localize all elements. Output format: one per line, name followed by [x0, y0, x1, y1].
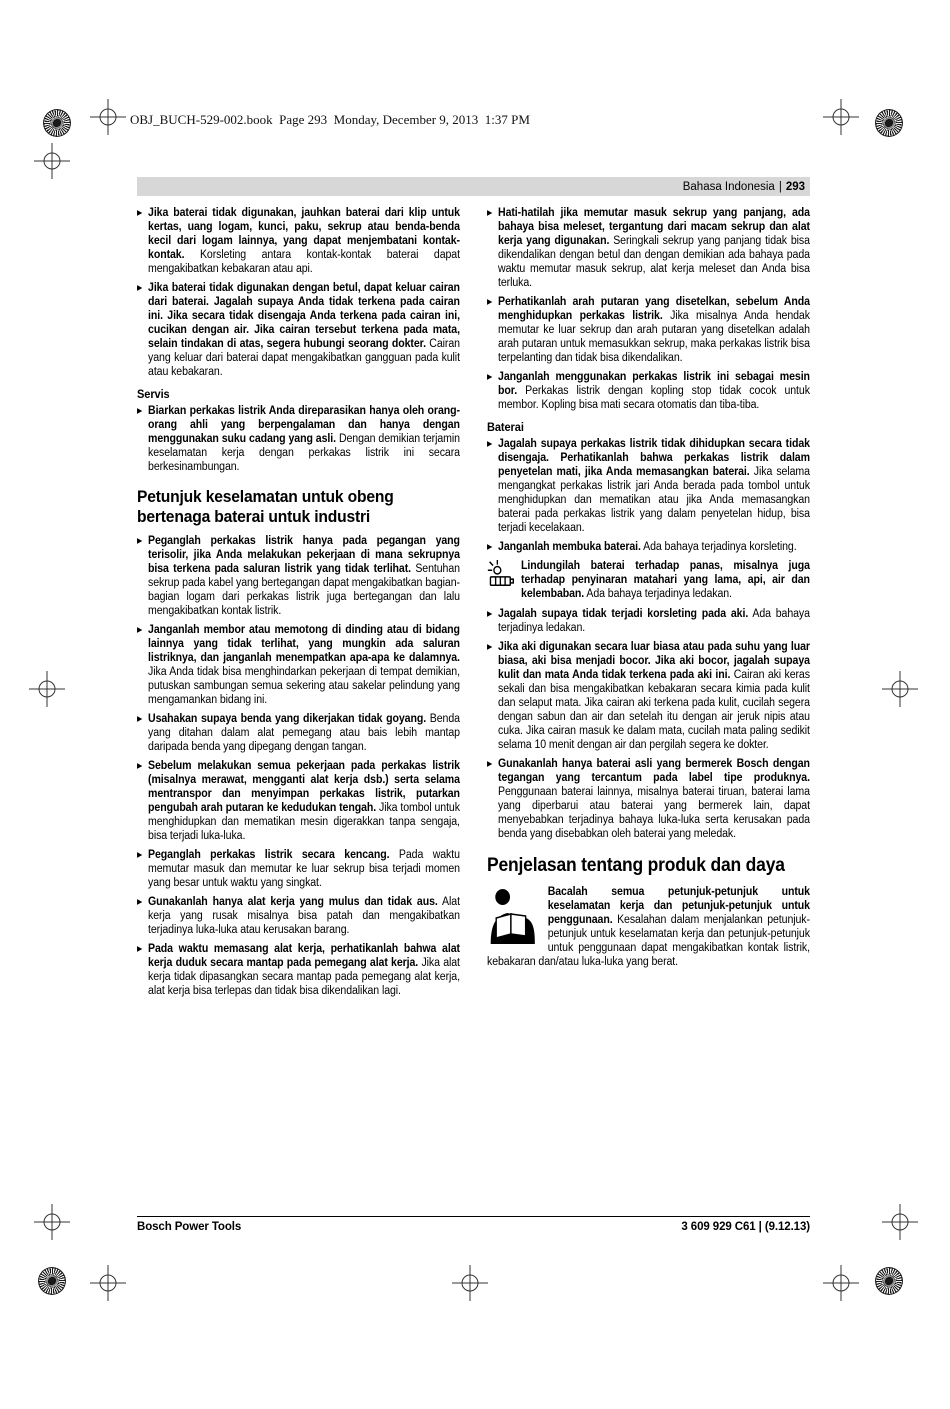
bullet-arrow-icon: ▶: [137, 849, 143, 859]
baterai-heading: Baterai: [487, 420, 524, 434]
registration-mark: [882, 1204, 918, 1240]
bullet-text: Hati-hatilah jika memutar masuk sekrup yang panjang, ada bahaya bisa meleset, tergantung dari macam sekrup dan alat kerja yang digunakan. Seringkali sekrup yang panjang tidak bisa dikendalikan dengan betul dan dengan demikian ada bahaya pada waktu memutar masuk sekrup, alat kerja meleset dan Anda bisa terluka.: [498, 207, 810, 289]
safety-bullet: [137, 895, 460, 937]
battery-heat-warning: [487, 559, 810, 601]
bullet-arrow-icon: ▶: [137, 943, 143, 953]
registration-mark: [452, 1265, 488, 1301]
bullet-arrow-icon: ▶: [487, 541, 493, 551]
safety-bullet: [487, 437, 810, 535]
safety-bullet: [487, 607, 810, 635]
registration-mark: [34, 143, 70, 179]
footer-rule: [137, 1216, 810, 1217]
bullet-arrow-icon: ▶: [487, 371, 493, 381]
footer-document-number: 3 609 929 C61 | (9.12.13): [681, 1221, 810, 1233]
registration-mark: [823, 1265, 859, 1301]
registration-mark: [823, 99, 859, 135]
safety-bullet: [137, 623, 460, 707]
protect-battery-from-heat-icon: [487, 559, 515, 601]
page-number: 293: [785, 180, 805, 193]
read-instructions-text: Bacalah semua petunjuk-petunjuk untuk keselamatan kerja dan petunjuk-petunjuk untuk penggunaan. Kesalahan dalam menjalankan petunjuk-petunjuk untuk keselamatan kerja dan petunjuk-petunjuk untuk penggunaan dapat mengakibatkan kontak listrik, kebakaran dan/atau luka-luka yang berat.: [487, 886, 810, 968]
safety-bullet: [137, 712, 460, 754]
product-section-heading: Penjelasan tentang produk dan daya: [487, 855, 785, 876]
bullet-text: Usahakan supaya benda yang dikerjakan tidak goyang. Benda yang ditahan dalam alat pemegang atau bais lebih mantap daripada benda yang dipegang dengan tangan.: [148, 713, 460, 753]
bullet-text: Biarkan perkakas listrik Anda direparasikan hanya oleh orang-orang ahli yang berpengalaman dan hanya dengan menggunakan suku cadang yang asli. Dengan demikian terjamin keselamatan kerja dengan perkakas listrik ini secara berkesinambungan.: [148, 405, 460, 473]
bullet-text: Jagalah supaya perkakas listrik tidak dihidupkan secara tidak disengaja. Perhatikanlah bahwa perkakas listrik dalam penyetelan mati, jika Anda memasangkan baterai. Jika selama mengangkat perkakas listrik jari Anda berada pada tombol untuk menghidupkan dan mematikan atau jika Anda memasangkan baterai pada perkakas listrik yang dalam penyetelan hidup, bisa terjadi kecelakaan.: [498, 438, 810, 534]
bullet-text: Gunakanlah hanya baterai asli yang bermerek Bosch dengan tegangan yang tercantum pada label tipe produknya. Penggunaan baterai lainnya, misalnya baterai tiruan, baterai lama yang diperbarui atau baterai yang bermerek lain, dapat menyebabkan terjadinya bahaya luka-luka serta kerusakan pada benda yang disebabkan oleh baterai yang meledak.: [498, 758, 810, 840]
bullet-text: Perhatikanlah arah putaran yang disetelkan, sebelum Anda menghidupkan perkakas listrik. Jika misalnya Anda hendak memutar ke luar sekrup dan arah putaran yang disetelkan adalah arah putaran untuk memasukkan sekrup, maka perkakas listrik bisa terpelanting dan tidak bisa dikendalikan.: [498, 296, 810, 364]
bullet-text: Sebelum melakukan semua pekerjaan pada perkakas listrik (misalnya merawat, mengganti alat kerja dsb.) serta selama mentranspor dan menyimpan perkakas listrik, putarkan pengubah arah putaran ke kedudukan tengah. Jika tombol untuk menghidupkan dan mematikan mesin digerakkan tanpa sengaja, bisa terjadi luka-luka.: [148, 760, 460, 842]
safety-bullet: [137, 848, 460, 890]
color-wheel-mark-bottom-right: [875, 1267, 903, 1295]
bullet-arrow-icon: ▶: [137, 760, 143, 770]
safety-bullet: [487, 370, 810, 412]
bullet-text: Jika baterai tidak digunakan, jauhkan baterai dari klip untuk kertas, uang logam, kunci, paku, sekrup atau benda-benda kecil dari logam lainnya, yang dapat menjembatani kontak-kontak. Korsleting antara kontak-kontak baterai dapat mengakibatkan kebakaran atau api.: [148, 207, 460, 275]
registration-mark: [90, 99, 126, 135]
color-wheel-mark-top-right: [875, 109, 903, 137]
color-wheel-mark-bottom-left: [38, 1267, 66, 1295]
bullet-arrow-icon: ▶: [487, 438, 493, 448]
bullet-text: Peganglah perkakas listrik secara kencang. Pada waktu memutar masuk dan memutar ke luar sekrup bisa terjadi momen yang besar untuk waktu yang singkat.: [148, 849, 460, 889]
print-job-header: OBJ_BUCH-529-002.book Page 293 Monday, December 9, 2013 1:37 PM: [130, 112, 530, 127]
bullet-arrow-icon: ▶: [137, 535, 143, 545]
servis-heading: Servis: [137, 387, 170, 401]
safety-bullet: [137, 281, 460, 379]
registration-mark: [34, 1204, 70, 1240]
bullet-arrow-icon: ▶: [487, 608, 493, 618]
bullet-text: Jagalah supaya tidak terjadi korsleting pada aki. Ada bahaya terjadinya ledakan.: [498, 608, 810, 634]
read-manual-icon: [487, 888, 539, 944]
bullet-arrow-icon: ▶: [137, 713, 143, 723]
registration-mark: [882, 671, 918, 707]
safety-bullet: [137, 942, 460, 998]
bullet-arrow-icon: ▶: [137, 282, 143, 292]
bullet-arrow-icon: ▶: [137, 624, 143, 634]
safety-bullet: [137, 404, 460, 474]
language-label: Bahasa Indonesia: [682, 180, 775, 193]
left-column: [137, 206, 460, 1003]
section-heading: Petunjuk keselamatan untuk obeng bertenaga baterai untuk industri: [137, 487, 394, 526]
bullet-arrow-icon: ▶: [137, 405, 143, 415]
bullet-text: Jika aki digunakan secara luar biasa atau pada suhu yang luar biasa, aki bisa menjadi bocor. Jika aki bocor, jagalah supaya kulit dan mata Anda tidak terkena pada aki ini. Cairan aki keras sekali dan bisa mengakibatkan kebakaran secara kimia pada kulit dan selaput mata. Jika cairan aki terkena pada kulit, cucilah segera dengan sabun dan air dan setelah itu dengan air jeruk nipis atau cuka. Jika cairan masuk ke dalam mata, cucilah mata paling sedikit selama 10 menit dengan air dan pergilah segera ke dokter.: [498, 641, 810, 751]
bullet-text: Jika baterai tidak digunakan dengan betul, dapat keluar cairan dari baterai. Jagalah supaya Anda tidak terkena pada cairan ini. Jika secara tidak disengaja Anda terkena pada cairan ini, cucikan dengan air. Jika cairan tersebut terkena pada mata, selain tindakan di atas, segera hubungi seorang dokter. Cairan yang keluar dari baterai dapat mengakibatkan gangguan pada kulit atau kebakaran.: [148, 282, 460, 378]
bullet-text: Janganlah membuka baterai. Ada bahaya terjadinya korsleting.: [498, 541, 797, 553]
safety-bullet: [137, 759, 460, 843]
registration-mark: [29, 671, 65, 707]
right-column: [487, 206, 810, 969]
safety-bullet: [487, 540, 810, 554]
bullet-text: Janganlah membor atau memotong di dinding atau di bidang lainnya yang tidak terlihat, yang mungkin ada saluran listriknya, dan janganlah menempatkan apa-apa ke dalamnya. Jika Anda tidak bisa menghindarkan pekerjaan di tempat demikian, putuskan sambungan semua sekering atau sakelar pelindung yang mengamankan bidang ini.: [148, 624, 460, 706]
bullet-arrow-icon: ▶: [487, 207, 493, 217]
registration-mark: [90, 1265, 126, 1301]
read-instructions-note: [487, 885, 810, 969]
safety-bullet: [137, 534, 460, 618]
bullet-arrow-icon: ▶: [487, 758, 493, 768]
safety-bullet: [487, 295, 810, 365]
safety-bullet: [137, 206, 460, 276]
bullet-arrow-icon: ▶: [137, 207, 143, 217]
safety-bullet: [487, 640, 810, 752]
battery-heat-warning-text: Lindungilah baterai terhadap panas, misalnya juga terhadap penyinaran matahari yang lama, api, air dan kelembaban. Ada bahaya terjadinya ledakan.: [521, 560, 810, 600]
footer-brand: Bosch Power Tools: [137, 1221, 242, 1233]
bullet-text: Gunakanlah hanya alat kerja yang mulus dan tidak aus. Alat kerja yang rusak misalnya bisa patah dan mengakibatkan terjadinya luka-luka atau kerusakan barang.: [148, 896, 460, 936]
safety-bullet: [487, 757, 810, 841]
bullet-text: Peganglah perkakas listrik hanya pada pegangan yang terisolir, jika Anda melakukan pekerjaan di mana sekrupnya bisa terkena pada saluran listrik yang tidak terlihat. Sentuhan sekrup pada kabel yang bertegangan dapat mengakibatkan bagian-bagian logam dari perkakas listrik juga bertegangan dan lalu mengakibatkan kontak listrik.: [148, 535, 460, 617]
header-separator: |: [778, 180, 782, 193]
bullet-arrow-icon: ▶: [487, 641, 493, 651]
bullet-arrow-icon: ▶: [487, 296, 493, 306]
footer: [137, 1221, 810, 1233]
safety-bullet: [487, 206, 810, 290]
bullet-text: Janganlah menggunakan perkakas listrik ini sebagai mesin bor. Perkakas listrik dengan kopling stop tidak cocok untuk membor. Kopling bisa mati secara otomatis dan tiba-tiba.: [498, 371, 810, 411]
bullet-arrow-icon: ▶: [137, 896, 143, 906]
color-wheel-mark-top-left: [43, 109, 71, 137]
bullet-text: Pada waktu memasang alat kerja, perhatikanlah bahwa alat kerja duduk secara mantap pada pemegang alat kerja. Jika alat kerja tidak dipasangkan secara mantap pada pemegang alat kerja, alat kerja bisa terlepas dan tidak bisa dikendalikan lagi.: [148, 943, 460, 997]
language-page-header: [137, 177, 810, 196]
